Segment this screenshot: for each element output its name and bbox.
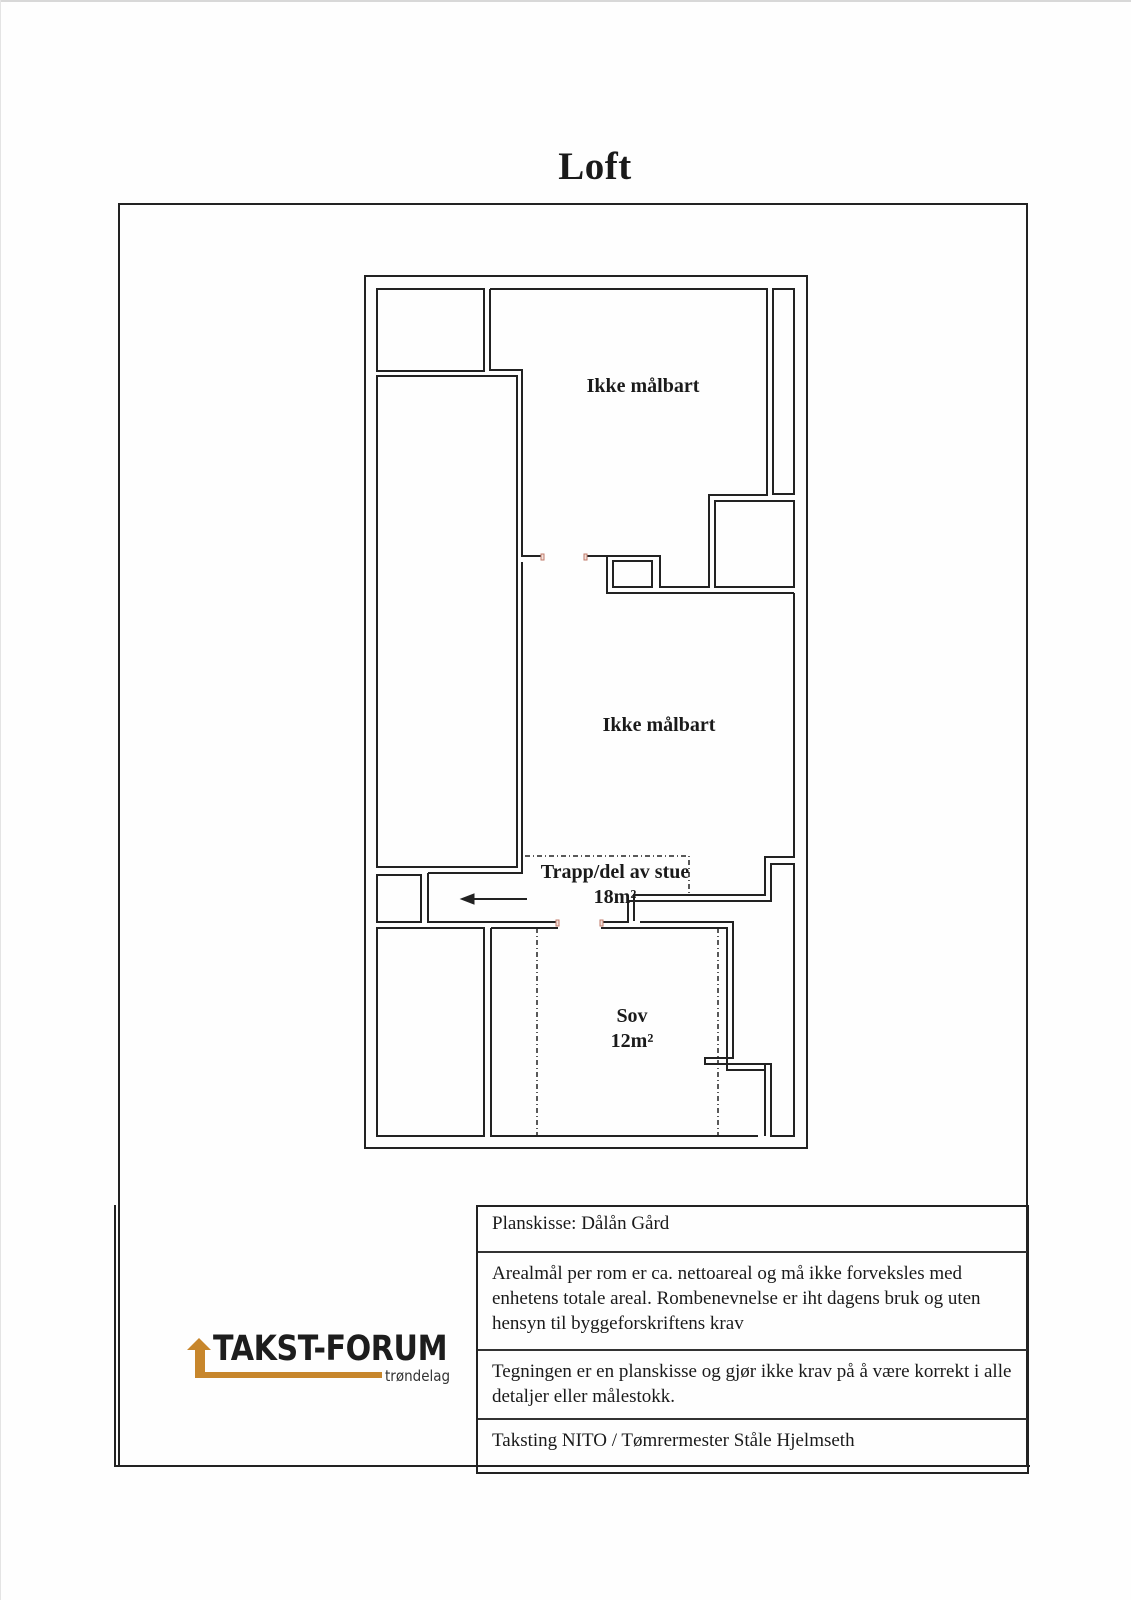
info-disclaimer: Tegningen er en planskisse og gjør ikke krav på å være korrekt i alle detaljer eller målestokk. (478, 1351, 1027, 1420)
storage-right-strip (773, 289, 794, 494)
storage-bottom-left (377, 928, 484, 1136)
info-area-note: Arealmål per rom er ca. nettoareal og må ikke forveksles med enhetens totale areal. Rombenevnelse er iht dagens bruk og uten hensyn til byggeforskriftens krav (478, 1253, 1027, 1351)
takst-forum-logo (185, 1330, 455, 1386)
room-label-ikke-malbart-upper (568, 374, 718, 399)
info-table (476, 1205, 1029, 1474)
closet-small (613, 561, 652, 587)
room-upper-walls (490, 289, 767, 587)
room-label-ikke-malbart-lower (584, 713, 734, 738)
room-name: Ikke målbart (586, 375, 700, 397)
logo-bar (195, 1372, 382, 1378)
room-area: 12m² (610, 1030, 654, 1052)
room-name: Ikke målbart (602, 714, 716, 736)
room-label-sov (582, 1004, 682, 1054)
storage-left-long (377, 376, 517, 867)
logo-region: trøndelag (385, 1367, 451, 1385)
page-title: Loft (558, 145, 632, 188)
room-name: Trapp/del av stue (540, 861, 690, 883)
info-author: Taksting NITO / Tømrermester Ståle Hjelmseth (492, 1430, 855, 1451)
info-title: Planskisse: Dålån Gård (478, 1207, 1027, 1253)
arrow-left-icon (461, 894, 527, 904)
room-label-trapp (530, 860, 700, 910)
closet-left-small (377, 875, 421, 922)
room-area: 18m² (593, 886, 637, 908)
frame-bottom-line (114, 1465, 1030, 1467)
closet-top-left (377, 289, 484, 371)
frame-lower-left (114, 1205, 120, 1467)
room-name: Sov (616, 1005, 648, 1027)
logo-name: TAKST-FORUM (213, 1329, 448, 1369)
closet-right (715, 501, 794, 587)
